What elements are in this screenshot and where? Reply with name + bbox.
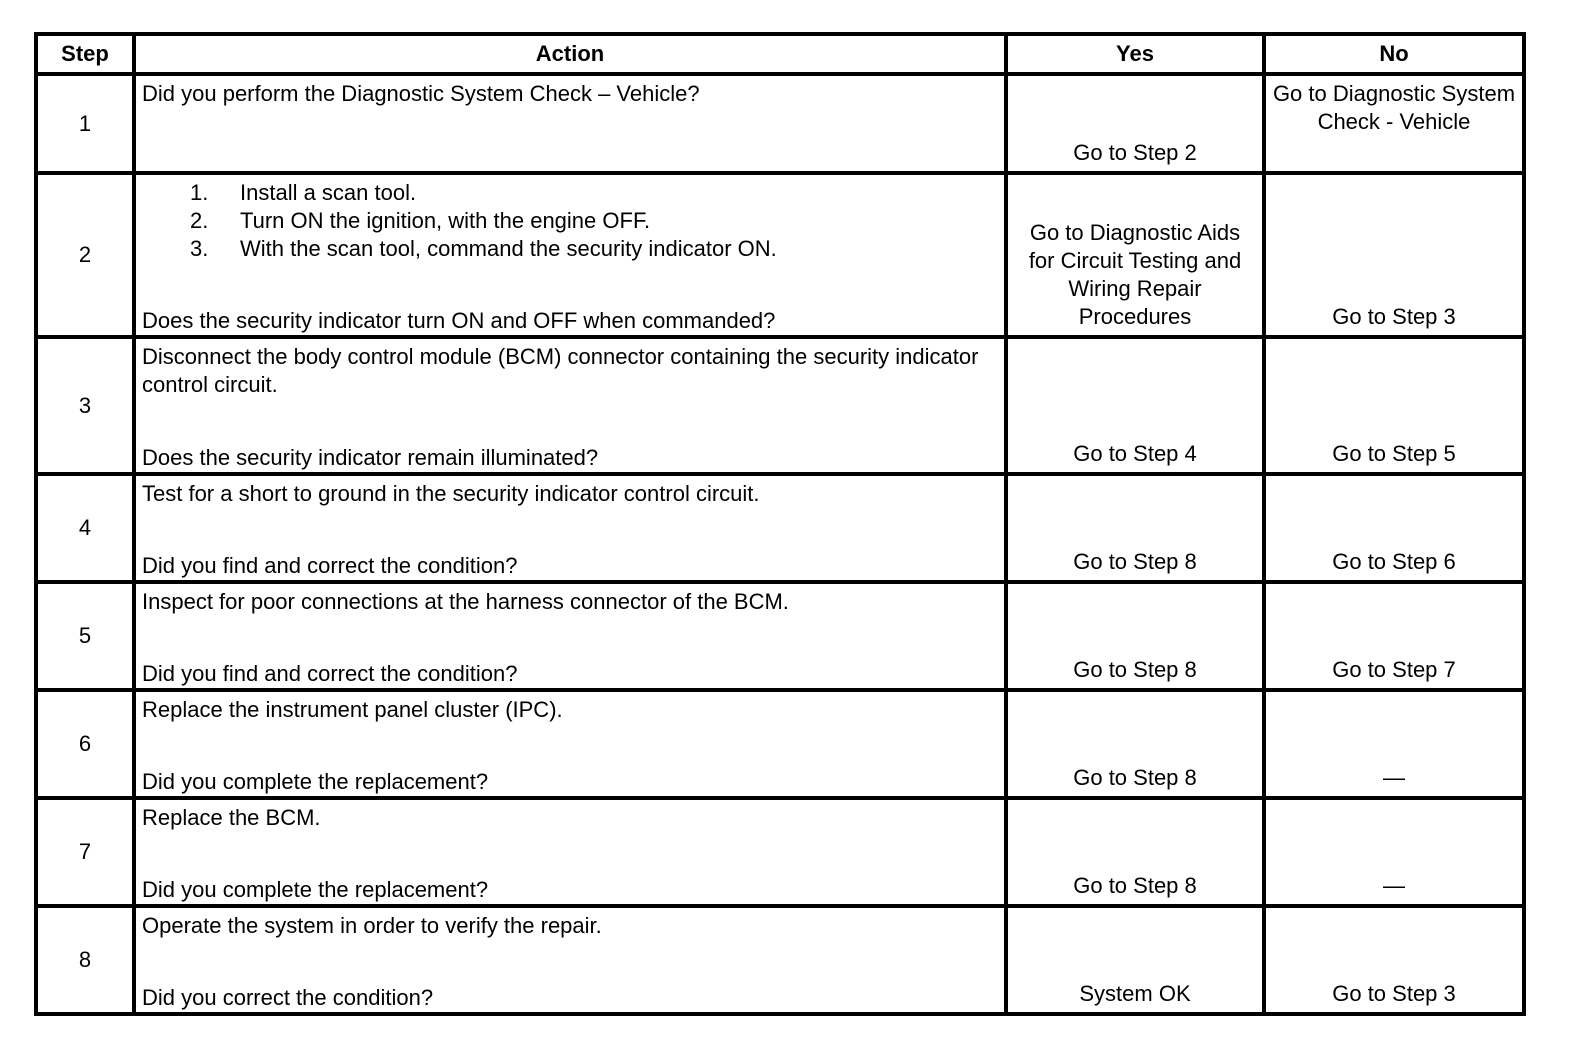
action-question: Did you complete the replacement? — [142, 877, 489, 902]
action-question: Does the security indicator remain illuminated? — [142, 445, 599, 470]
action-cell — [134, 582, 1006, 690]
action-cell — [134, 337, 1006, 474]
action-question: Did you find and correct the condition? — [142, 553, 518, 578]
step-number: 6 — [36, 690, 134, 798]
table-row — [36, 173, 1524, 337]
no-cell: — — [1264, 798, 1524, 906]
step-number: 8 — [36, 906, 134, 1014]
action-text: Did you perform the Diagnostic System Check – Vehicle? — [142, 81, 700, 106]
yes-cell: Go to Step 8 — [1006, 690, 1264, 798]
yes-cell: System OK — [1006, 906, 1264, 1014]
no-cell: Go to Step 7 — [1264, 582, 1524, 690]
action-text: Inspect for poor connections at the harness connector of the BCM. — [142, 589, 789, 614]
yes-cell: Go to Diagnostic Aids for Circuit Testing and Wiring Repair Procedures — [1006, 173, 1264, 337]
table-row — [36, 906, 1524, 1014]
no-cell: — — [1264, 690, 1524, 798]
header-action: Action — [134, 34, 1006, 74]
action-question: Did you correct the condition? — [142, 985, 434, 1010]
table-row — [36, 690, 1524, 798]
action-question: Did you find and correct the condition? — [142, 661, 518, 686]
table-row — [36, 474, 1524, 582]
action-question: Does the security indicator turn ON and OFF when commanded? — [142, 308, 776, 333]
yes-cell: Go to Step 4 — [1006, 337, 1264, 474]
no-cell: Go to Step 5 — [1264, 337, 1524, 474]
action-list — [142, 179, 998, 263]
header-yes: Yes — [1006, 34, 1264, 74]
step-number: 5 — [36, 582, 134, 690]
action-cell — [134, 906, 1006, 1014]
no-cell: Go to Diagnostic System Check - Vehicle — [1264, 74, 1524, 173]
header-row — [36, 34, 1524, 74]
yes-cell: Go to Step 8 — [1006, 474, 1264, 582]
yes-cell: Go to Step 8 — [1006, 798, 1264, 906]
action-cell — [134, 474, 1006, 582]
diagnostic-table — [34, 32, 1526, 1016]
table-row — [36, 337, 1524, 474]
list-item: With the scan tool, command the security indicator ON. — [240, 236, 777, 261]
action-cell — [134, 74, 1006, 173]
no-cell: Go to Step 6 — [1264, 474, 1524, 582]
action-cell — [134, 798, 1006, 906]
table-row — [36, 582, 1524, 690]
table-row — [36, 798, 1524, 906]
action-text: Replace the instrument panel cluster (IPC). — [142, 697, 563, 722]
action-text: Test for a short to ground in the security indicator control circuit. — [142, 481, 760, 506]
step-number: 2 — [36, 173, 134, 337]
action-cell — [134, 173, 1006, 337]
step-number: 1 — [36, 74, 134, 173]
action-question: Did you complete the replacement? — [142, 769, 489, 794]
action-text: Replace the BCM. — [142, 805, 321, 830]
header-step: Step — [36, 34, 134, 74]
list-item: Turn ON the ignition, with the engine OFF. — [240, 208, 651, 233]
yes-cell: Go to Step 8 — [1006, 582, 1264, 690]
action-text: Operate the system in order to verify the repair. — [142, 913, 602, 938]
header-no: No — [1264, 34, 1524, 74]
table-row — [36, 74, 1524, 173]
action-text: Disconnect the body control module (BCM) connector containing the security indicator control circuit. — [142, 344, 979, 397]
no-cell: Go to Step 3 — [1264, 173, 1524, 337]
yes-cell: Go to Step 2 — [1006, 74, 1264, 173]
list-item: Install a scan tool. — [240, 180, 417, 205]
no-cell: Go to Step 3 — [1264, 906, 1524, 1014]
step-number: 4 — [36, 474, 134, 582]
step-number: 7 — [36, 798, 134, 906]
step-number: 3 — [36, 337, 134, 474]
action-cell — [134, 690, 1006, 798]
